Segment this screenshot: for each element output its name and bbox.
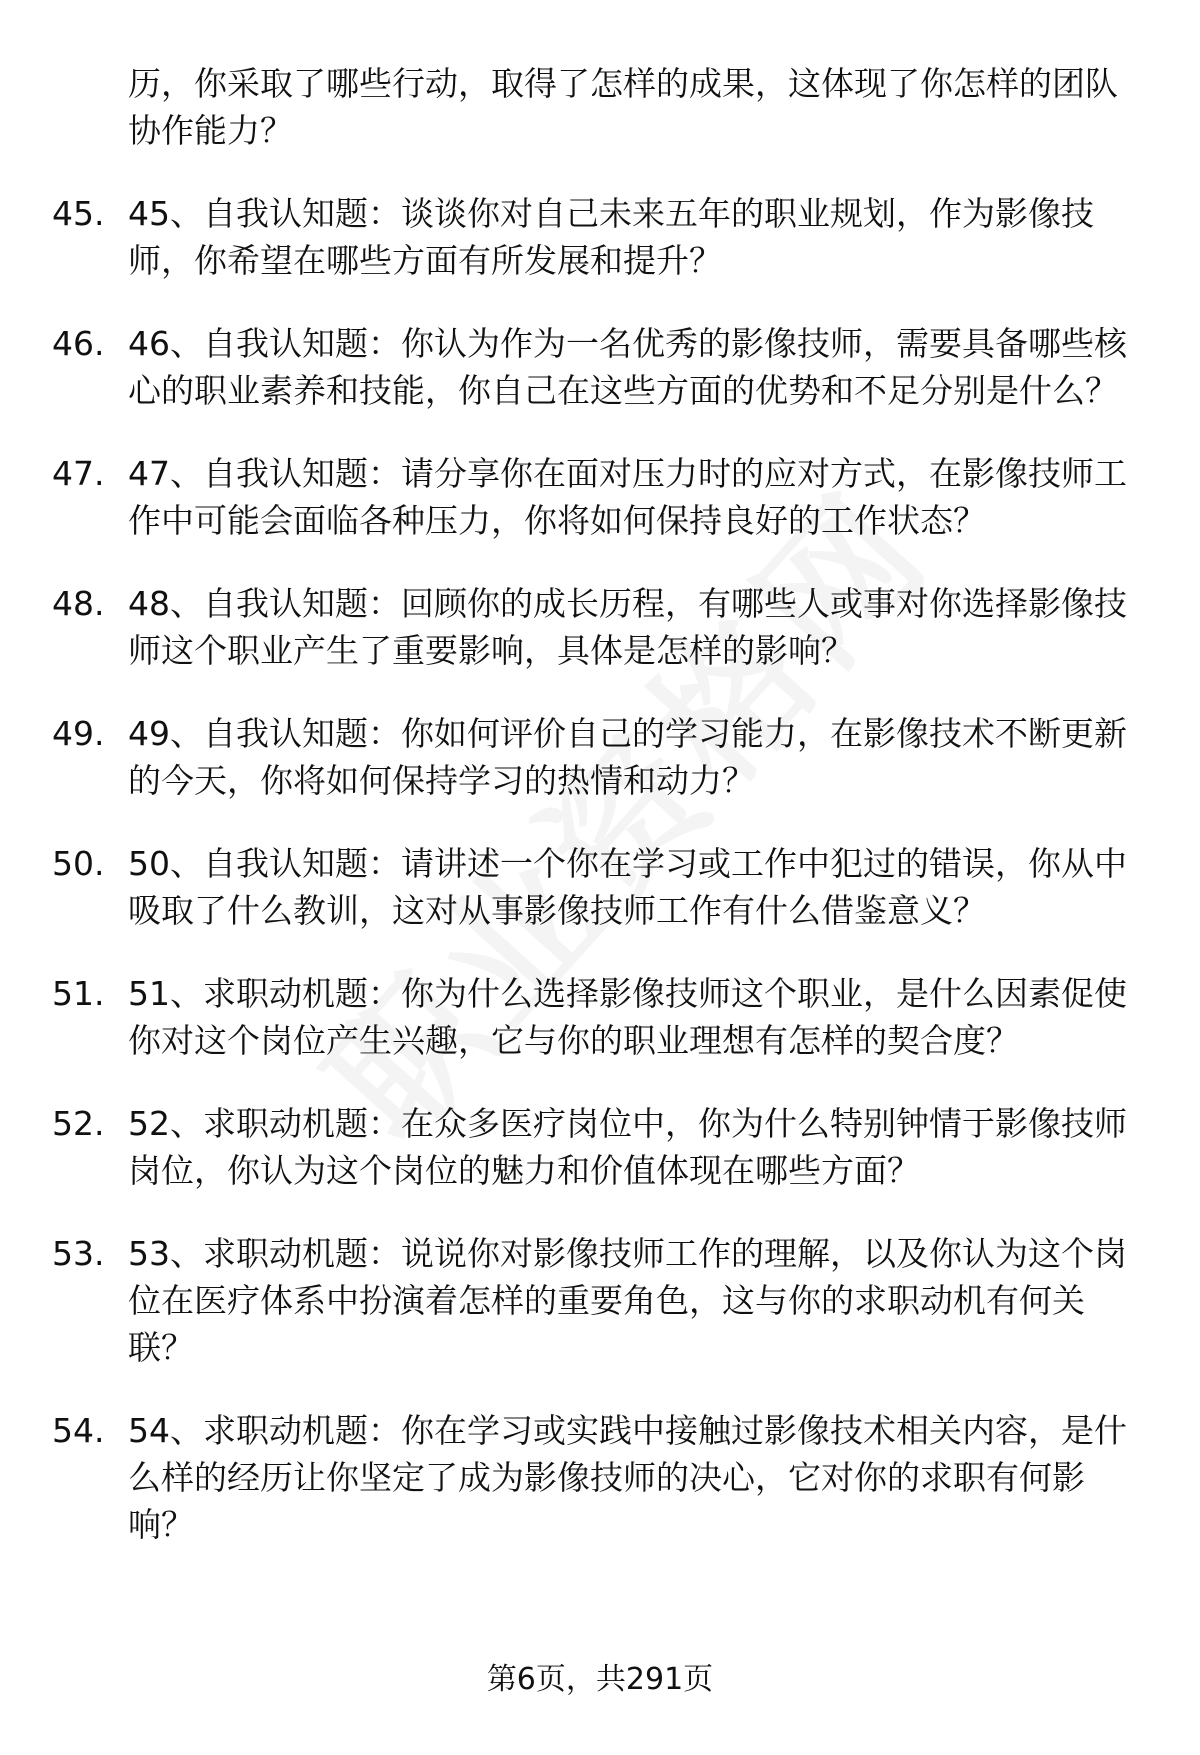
question-text: 46、自我认知题：你认为作为一名优秀的影像技师，需要具备哪些核心的职业素养和技能，你自己在这些方面的优势和不足分别是什么？	[128, 324, 1127, 410]
list-item	[0, 970, 1200, 1064]
question-text: 50、自我认知题：请讲述一个你在学习或工作中犯过的错误，你从中吸取了什么教训，这对从事影像技师工作有什么借鉴意义？	[128, 844, 1127, 930]
question-text: 47、自我认知题：请分享你在面对压力时的应对方式，在影像技师工作中可能会面临各种压力，你将如何保持良好的工作状态？	[128, 454, 1127, 540]
list-number: 54.	[52, 1411, 105, 1450]
list-item	[0, 1100, 1200, 1194]
list-item	[0, 320, 1200, 414]
list-number: 48.	[52, 584, 105, 623]
list-number: 47.	[52, 454, 105, 493]
page-footer: 第6页，共291页	[486, 1662, 714, 1697]
list-item	[0, 1407, 1200, 1548]
question-text: 52、求职动机题：在众多医疗岗位中，你为什么特别钟情于影像技师岗位，你认为这个岗位的魅力和价值体现在哪些方面？	[128, 1104, 1127, 1190]
list-item	[0, 1230, 1200, 1371]
list-number: 51.	[52, 974, 105, 1013]
list-item	[0, 580, 1200, 674]
question-text: 54、求职动机题：你在学习或实践中接触过影像技术相关内容，是什么样的经历让你坚定了成为影像技师的决心，它对你的求职有何影响？	[128, 1411, 1127, 1544]
list-number: 49.	[52, 714, 105, 753]
question-text: 45、自我认知题：谈谈你对自己未来五年的职业规划，作为影像技师，你希望在哪些方面有所发展和提升？	[128, 194, 1094, 280]
question-text: 49、自我认知题：你如何评价自己的学习能力，在影像技术不断更新的今天，你将如何保持学习的热情和动力？	[128, 714, 1127, 800]
question-text: 51、求职动机题：你为什么选择影像技师这个职业，是什么因素促使你对这个岗位产生兴趣，它与你的职业理想有怎样的契合度？	[128, 974, 1127, 1060]
list-number: 46.	[52, 324, 105, 363]
list-item	[0, 450, 1200, 544]
list-item	[0, 840, 1200, 934]
question-text: 53、求职动机题：说说你对影像技师工作的理解，以及你认为这个岗位在医疗体系中扮演着怎样的重要角色，这与你的求职动机有何关联？	[128, 1234, 1127, 1367]
list-item	[0, 710, 1200, 804]
list-number: 50.	[52, 844, 105, 883]
list-number: 45.	[52, 194, 105, 233]
question-text: 48、自我认知题：回顾你的成长历程，有哪些人或事对你选择影像技师这个职业产生了重要影响，具体是怎样的影响？	[128, 584, 1127, 670]
list-number: 53.	[52, 1234, 105, 1273]
continuation-text: 历，你采取了哪些行动，取得了怎样的成果，这体现了你怎样的团队协作能力？	[128, 64, 1118, 150]
list-number: 52.	[52, 1104, 105, 1143]
question-list	[0, 190, 1200, 1584]
list-item	[0, 190, 1200, 284]
